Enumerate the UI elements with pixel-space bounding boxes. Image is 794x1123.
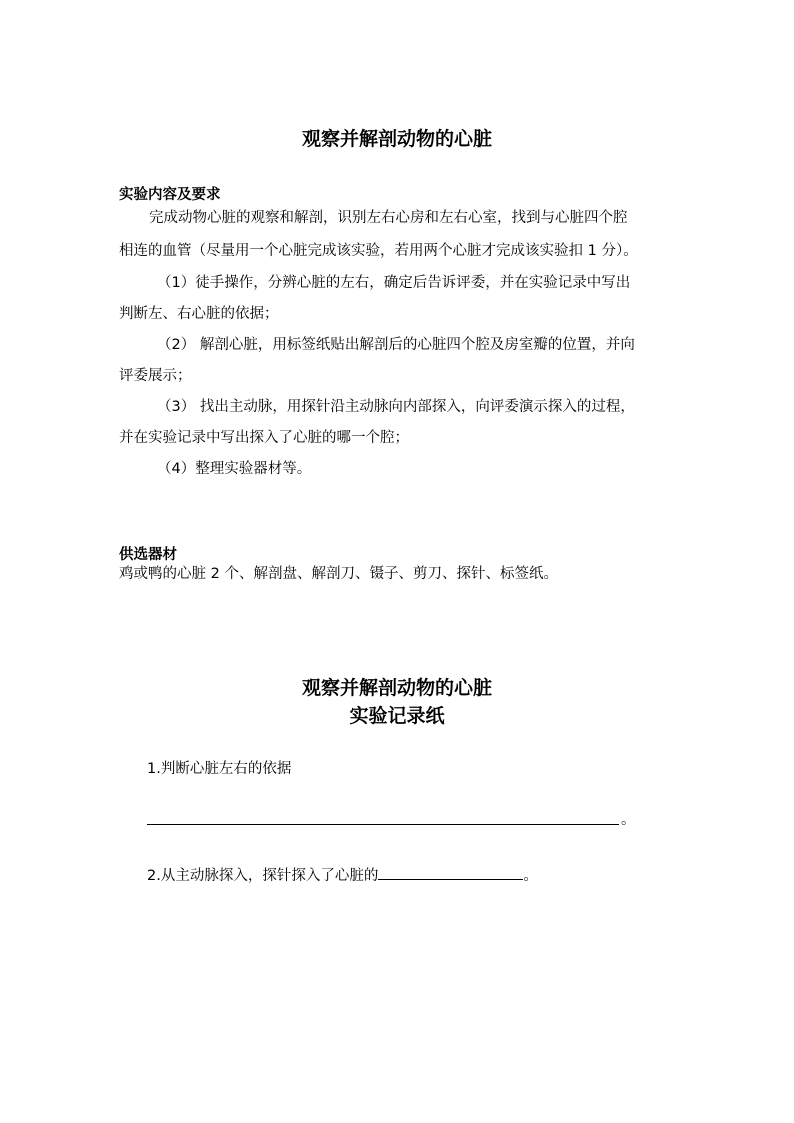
answer-2-blank[interactable] bbox=[378, 865, 523, 880]
materials-text bbox=[119, 563, 689, 585]
requirements-body bbox=[119, 203, 689, 485]
item-4-line-1: （4）整理实验器材等。 bbox=[157, 461, 312, 477]
item-2-line-2: 评委展示； bbox=[119, 368, 192, 384]
record-title: 观察并解剖动物的心脏 bbox=[301, 677, 492, 699]
question-2-label: 2.从主动脉探入，探针探入了心脏的 bbox=[147, 868, 379, 884]
section-heading-materials: 供选器材 bbox=[119, 547, 177, 563]
answer-2-period: 。 bbox=[523, 868, 538, 884]
answer-1-period: 。 bbox=[621, 812, 636, 828]
answer-1-blank[interactable] bbox=[147, 808, 619, 825]
question-1-label: 1.判断心脏左右的依据 bbox=[147, 761, 292, 777]
question-2 bbox=[147, 864, 538, 885]
record-subtitle: 实验记录纸 bbox=[349, 705, 445, 727]
item-3-line-1: （3） 找出主动脉，用探针沿主动脉向内部探入，向评委演示探入的过程， bbox=[157, 399, 635, 415]
item-2-line-1: （2） 解剖心脏，用标签纸贴出解剖后的心脏四个腔及房室瓣的位置，并向 bbox=[157, 337, 635, 353]
materials-line: 鸡或鸭的心脏 2 个、解剖盘、解剖刀、镊子、剪刀、探针、标签纸。 bbox=[119, 566, 558, 582]
item-1-line-1: （1）徒手操作，分辨心脏的左右，确定后告诉评委，并在实验记录中写出 bbox=[157, 275, 631, 291]
item-1-line-2: 判断左、右心脏的依据； bbox=[119, 306, 279, 322]
item-3-line-2: 并在实验记录中写出探入了心脏的哪一个腔； bbox=[119, 430, 409, 446]
intro-line-1: 完成动物心脏的观察和解剖，识别左右心房和左右心室，找到与心脏四个腔 bbox=[149, 210, 628, 226]
intro-line-2: 相连的血管（尽量用一个心脏完成该实验，若用两个心脏才完成该实验扣 1 分）。 bbox=[119, 243, 638, 259]
section-heading-requirements: 实验内容及要求 bbox=[119, 187, 221, 203]
page-title: 观察并解剖动物的心脏 bbox=[301, 128, 492, 150]
